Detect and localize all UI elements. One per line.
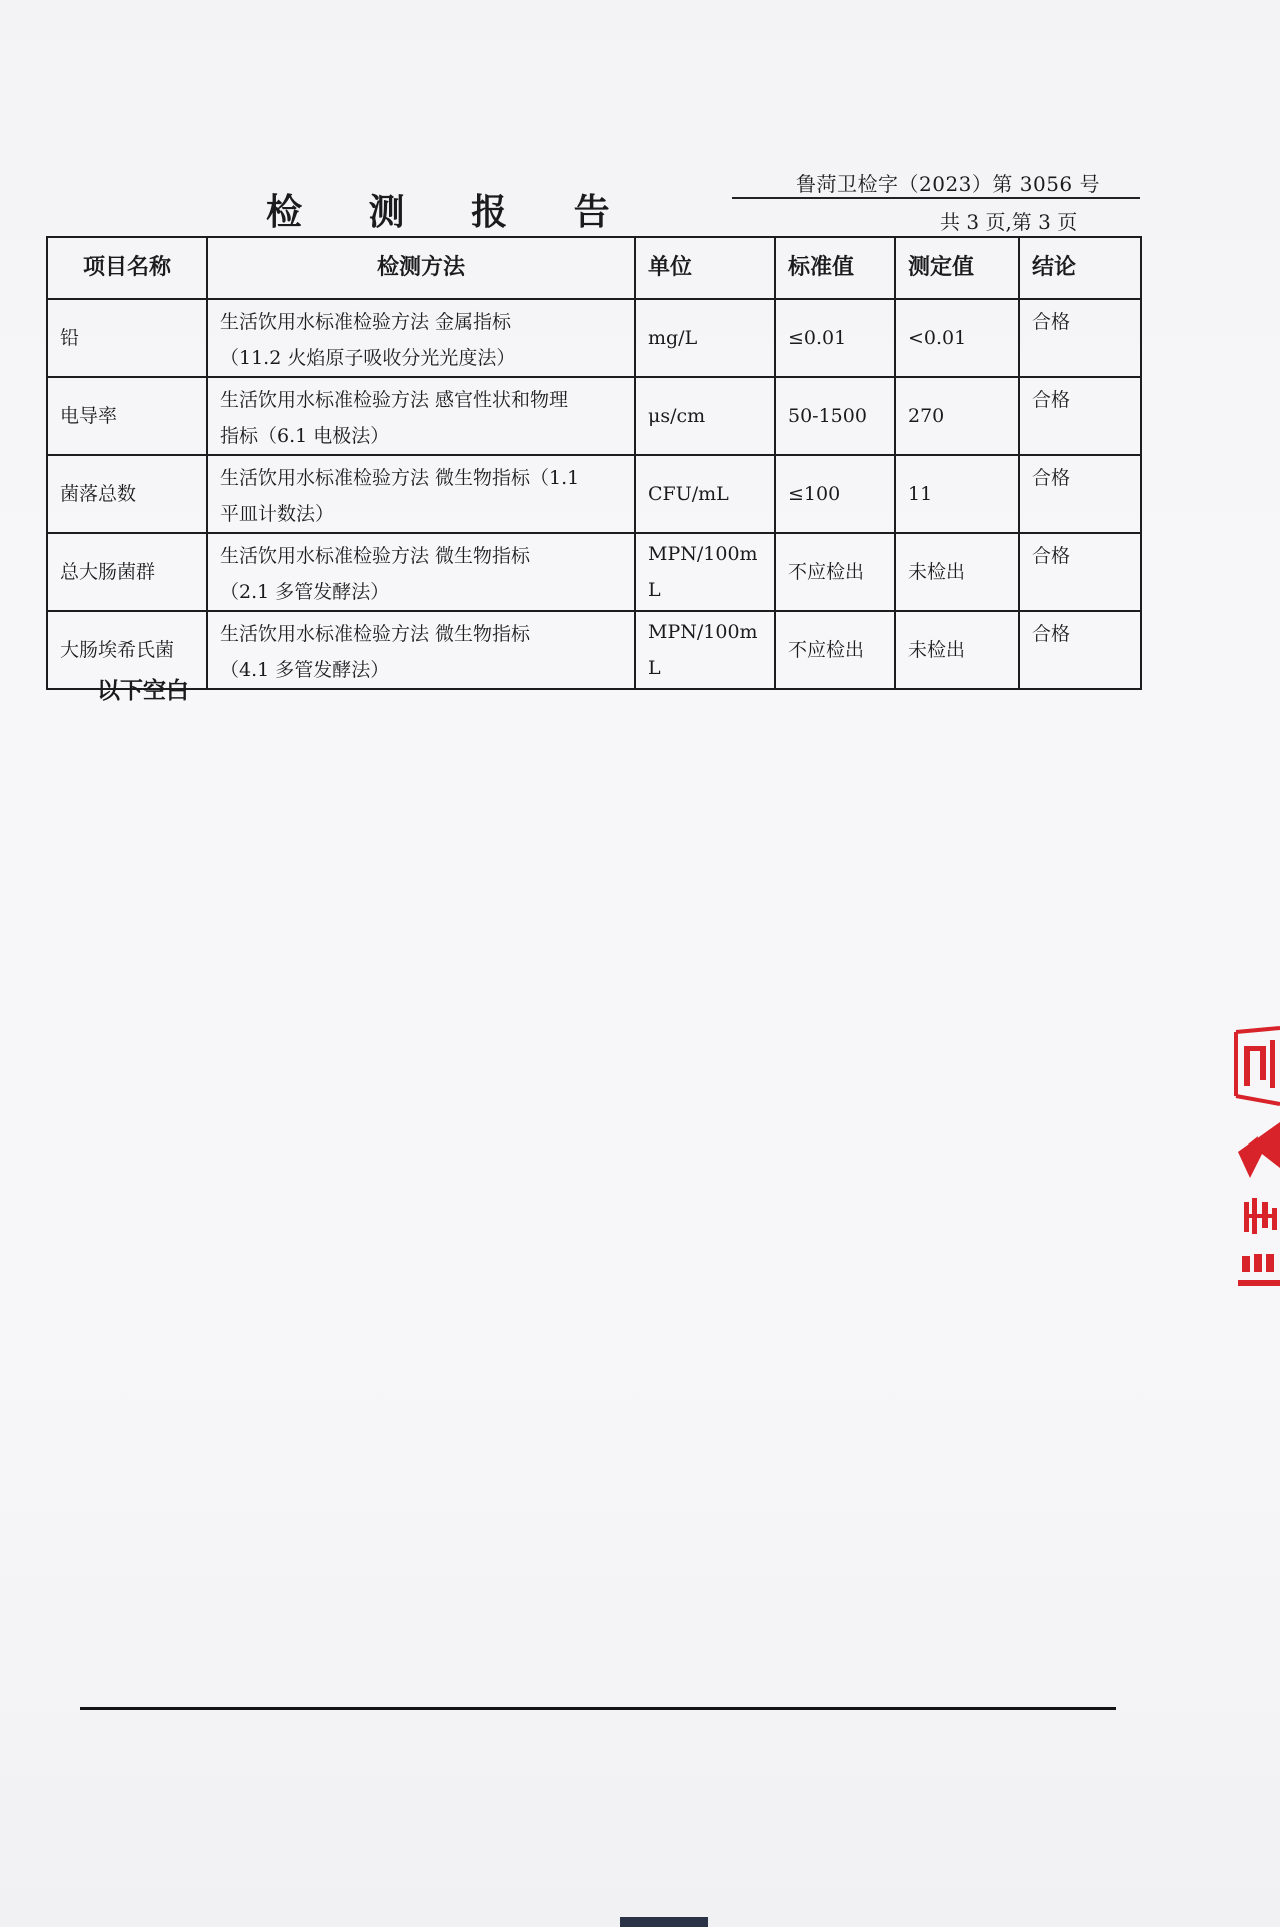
method-cell bbox=[207, 299, 635, 377]
binding-mark bbox=[620, 1917, 708, 1927]
item-name: 大肠埃希氏菌 bbox=[47, 611, 207, 689]
measured-cell: <0.01 bbox=[895, 299, 1019, 377]
results-table bbox=[46, 236, 1142, 690]
conclusion-cell: 合格 bbox=[1019, 611, 1141, 689]
header-standard: 标准值 bbox=[775, 237, 895, 299]
method-line: 生活饮用水标准检验方法 金属指标 bbox=[220, 311, 512, 333]
conclusion-cell: 合格 bbox=[1019, 299, 1141, 377]
unit-cell: CFU/mL bbox=[635, 455, 775, 533]
standard-cell: 不应检出 bbox=[775, 611, 895, 689]
header-item-name: 项目名称 bbox=[47, 237, 207, 299]
table-row bbox=[47, 377, 1141, 455]
document-title: 检 测 报 告 bbox=[266, 191, 637, 233]
seal-stamp-icon bbox=[1232, 1018, 1280, 1298]
method-line: 生活饮用水标准检验方法 微生物指标（1.1 bbox=[220, 467, 580, 489]
blank-below-note: 以下空白 bbox=[97, 678, 189, 704]
method-line: 平皿计数法） bbox=[220, 503, 335, 525]
standard-cell: ≤100 bbox=[775, 455, 895, 533]
measured-cell: 11 bbox=[895, 455, 1019, 533]
table-row bbox=[47, 455, 1141, 533]
unit-cell: MPN/100mL bbox=[635, 533, 775, 611]
table-row bbox=[47, 299, 1141, 377]
header-divider bbox=[732, 197, 1140, 199]
footer-divider bbox=[80, 1707, 1116, 1710]
item-name: 电导率 bbox=[47, 377, 207, 455]
conclusion-cell: 合格 bbox=[1019, 377, 1141, 455]
method-line: （2.1 多管发酵法） bbox=[220, 581, 390, 603]
conclusion-cell: 合格 bbox=[1019, 455, 1141, 533]
item-name: 菌落总数 bbox=[47, 455, 207, 533]
measured-cell: 未检出 bbox=[895, 533, 1019, 611]
measured-cell: 未检出 bbox=[895, 611, 1019, 689]
method-cell bbox=[207, 611, 635, 689]
unit-cell: μs/cm bbox=[635, 377, 775, 455]
table-header-row bbox=[47, 237, 1141, 299]
measured-cell: 270 bbox=[895, 377, 1019, 455]
standard-cell: 50-1500 bbox=[775, 377, 895, 455]
standard-cell: ≤0.01 bbox=[775, 299, 895, 377]
method-line: 生活饮用水标准检验方法 微生物指标 bbox=[220, 623, 531, 645]
report-number: 鲁菏卫检字（2023）第 3056 号 bbox=[796, 172, 1101, 196]
header-method: 检测方法 bbox=[207, 237, 635, 299]
page-indicator: 共 3 页,第 3 页 bbox=[940, 210, 1078, 234]
method-line: 生活饮用水标准检验方法 微生物指标 bbox=[220, 545, 531, 567]
method-line: 指标（6.1 电极法） bbox=[220, 425, 390, 447]
method-cell bbox=[207, 455, 635, 533]
standard-cell: 不应检出 bbox=[775, 533, 895, 611]
unit-cell: MPN/100mL bbox=[635, 611, 775, 689]
method-line: （11.2 火焰原子吸收分光光度法） bbox=[220, 347, 516, 369]
table-row bbox=[47, 533, 1141, 611]
item-name: 总大肠菌群 bbox=[47, 533, 207, 611]
unit-cell: mg/L bbox=[635, 299, 775, 377]
method-cell bbox=[207, 533, 635, 611]
item-name: 铅 bbox=[47, 299, 207, 377]
table-row bbox=[47, 611, 1141, 689]
method-line: 生活饮用水标准检验方法 感官性状和物理 bbox=[220, 389, 569, 411]
method-cell bbox=[207, 377, 635, 455]
header-unit: 单位 bbox=[635, 237, 775, 299]
conclusion-cell: 合格 bbox=[1019, 533, 1141, 611]
header-conclusion: 结论 bbox=[1019, 237, 1141, 299]
method-line: （4.1 多管发酵法） bbox=[220, 659, 390, 681]
header-measured: 测定值 bbox=[895, 237, 1019, 299]
